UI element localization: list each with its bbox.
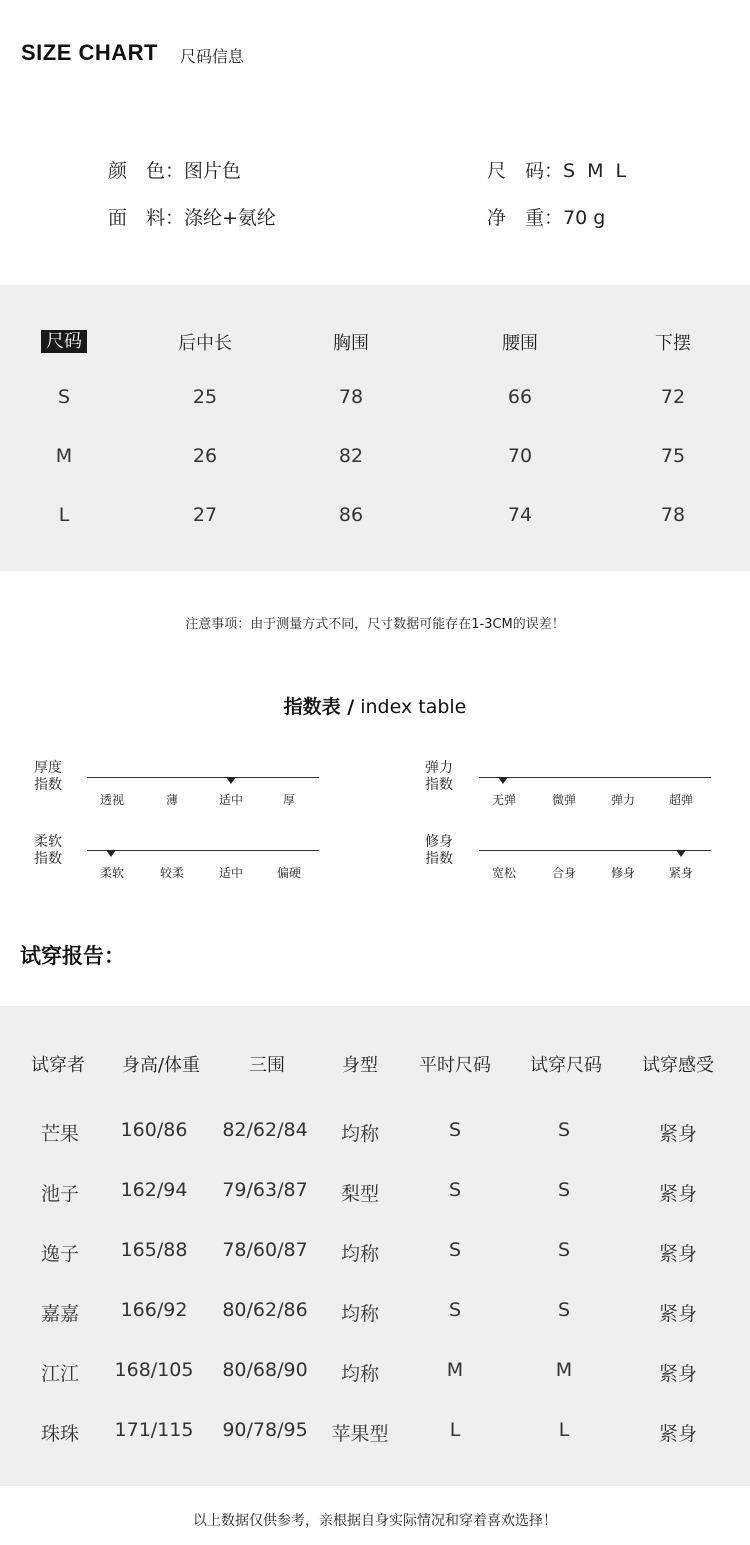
scale-option: 微弹 xyxy=(551,793,577,807)
material-value: 涤纶+氨纶 xyxy=(184,207,276,229)
trial-header: 身高/体重 xyxy=(121,1055,201,1076)
size-header-waist: 腰围 xyxy=(502,333,538,354)
trial-cell: L xyxy=(449,1419,461,1441)
scale-option: 弹力 xyxy=(610,793,636,807)
trial-cell: 珠珠 xyxy=(40,1423,80,1445)
scale-option: 适中 xyxy=(218,793,244,807)
trial-cell: 池子 xyxy=(40,1183,80,1205)
size-cell: 82 xyxy=(338,445,364,467)
size-cell: 78 xyxy=(660,504,686,526)
selected-marker-icon xyxy=(498,777,508,784)
weight-info xyxy=(487,203,605,230)
scale-option: 无弹 xyxy=(491,793,517,807)
elasticity-label: 弹力 指数 xyxy=(425,760,453,793)
measurement-note: 注意事项：由于测量方式不同，尺寸数据可能存在1-3CM的误差！ xyxy=(185,617,565,632)
trial-cell: S xyxy=(557,1239,571,1261)
trial-header: 三围 xyxy=(249,1055,285,1076)
trial-cell: 紧身 xyxy=(658,1243,698,1265)
trial-cell: 78/60/87 xyxy=(222,1239,308,1261)
trial-header: 试穿尺码 xyxy=(530,1055,602,1076)
trial-cell: M xyxy=(555,1359,573,1381)
scale-option: 紧身 xyxy=(668,866,694,880)
color-label: 颜 色： xyxy=(108,160,185,182)
trial-cell: 紧身 xyxy=(658,1423,698,1445)
softness-label: 柔软 指数 xyxy=(34,834,62,867)
trial-cell: 均称 xyxy=(340,1363,380,1385)
scale-line xyxy=(87,777,319,778)
size-header-back-length: 后中长 xyxy=(178,333,232,354)
trial-cell: 梨型 xyxy=(340,1183,380,1205)
size-header-bust: 胸围 xyxy=(333,333,369,354)
size-cell: 74 xyxy=(507,504,533,526)
size-cell: 70 xyxy=(507,445,533,467)
trial-cell: 芒果 xyxy=(40,1123,80,1145)
trial-cell: 逸子 xyxy=(40,1243,80,1265)
weight-label: 净 重： xyxy=(487,207,564,229)
weight-value: 70 g xyxy=(563,207,606,229)
material-label: 面 料： xyxy=(108,207,185,229)
size-info xyxy=(487,156,629,183)
trial-cell: 160/86 xyxy=(120,1119,188,1141)
size-cell: 26 xyxy=(192,445,218,467)
color-value: 图片色 xyxy=(184,160,242,182)
trial-cell: S xyxy=(557,1179,571,1201)
material-info xyxy=(108,203,276,230)
trial-cell: 168/105 xyxy=(114,1359,194,1381)
trial-cell: 紧身 xyxy=(658,1363,698,1385)
size-cell: 78 xyxy=(338,386,364,408)
trial-cell: S xyxy=(557,1119,571,1141)
scale-option: 透视 xyxy=(99,793,125,807)
trial-cell: S xyxy=(448,1179,462,1201)
trial-header: 身型 xyxy=(342,1055,378,1076)
trial-cell: 嘉嘉 xyxy=(40,1303,80,1325)
scale-option: 柔软 xyxy=(99,866,125,880)
size-header-size: 尺码 xyxy=(41,327,87,353)
trial-cell: 均称 xyxy=(340,1243,380,1265)
trial-cell: 80/62/86 xyxy=(222,1299,308,1321)
trial-cell: 江江 xyxy=(40,1363,80,1385)
trial-cell: 紧身 xyxy=(658,1183,698,1205)
scale-option: 厚 xyxy=(282,793,296,807)
page-title-cn: 尺码信息 xyxy=(180,47,245,66)
size-table-panel xyxy=(0,285,750,571)
trial-cell: 171/115 xyxy=(114,1419,194,1441)
size-cell: 86 xyxy=(338,504,364,526)
scale-option: 偏硬 xyxy=(276,866,302,880)
trial-cell: 均称 xyxy=(340,1123,380,1145)
trial-header: 试穿感受 xyxy=(642,1055,714,1076)
scale-line xyxy=(479,777,711,778)
trial-cell: 162/94 xyxy=(120,1179,188,1201)
size-value: S M L xyxy=(563,160,630,182)
footer-disclaimer: 以上数据仅供参考，亲根据自身实际情况和穿着喜欢选择！ xyxy=(193,1513,557,1529)
scale-line xyxy=(87,850,319,851)
trial-cell: 紧身 xyxy=(658,1303,698,1325)
trial-cell: L xyxy=(558,1419,570,1441)
size-cell: 66 xyxy=(507,386,533,408)
trial-cell: 82/62/84 xyxy=(222,1119,308,1141)
trial-cell: S xyxy=(557,1299,571,1321)
color-info xyxy=(108,156,241,183)
size-cell: S xyxy=(57,386,71,408)
fit-label: 修身 指数 xyxy=(425,834,453,867)
index-title-en: index table xyxy=(354,696,467,718)
size-cell: 27 xyxy=(192,504,218,526)
trial-cell: S xyxy=(448,1239,462,1261)
size-cell: M xyxy=(55,445,73,467)
scale-option: 超弹 xyxy=(668,793,694,807)
trial-cell: S xyxy=(448,1119,462,1141)
trial-header: 试穿者 xyxy=(31,1055,85,1076)
trial-cell: 苹果型 xyxy=(331,1423,389,1445)
scale-option: 适中 xyxy=(218,866,244,880)
index-table-title xyxy=(0,692,750,719)
size-label: 尺 码： xyxy=(487,160,564,182)
size-cell: 75 xyxy=(660,445,686,467)
trial-cell: 165/88 xyxy=(120,1239,188,1261)
trial-cell: 90/78/95 xyxy=(222,1419,308,1441)
scale-option: 合身 xyxy=(551,866,577,880)
size-cell: L xyxy=(58,504,70,526)
trial-cell: 均称 xyxy=(340,1303,380,1325)
selected-marker-icon xyxy=(676,850,686,857)
selected-marker-icon xyxy=(226,777,236,784)
scale-option: 修身 xyxy=(610,866,636,880)
index-title-cn: 指数表 / xyxy=(283,696,355,718)
trial-cell: S xyxy=(448,1299,462,1321)
scale-option: 较柔 xyxy=(159,866,185,880)
size-cell: 25 xyxy=(192,386,218,408)
size-cell: 72 xyxy=(660,386,686,408)
size-header-hem: 下摆 xyxy=(655,333,691,354)
trial-cell: 80/68/90 xyxy=(222,1359,308,1381)
trial-report-title: 试穿报告： xyxy=(20,944,125,968)
trial-cell: 79/63/87 xyxy=(222,1179,308,1201)
scale-option: 薄 xyxy=(165,793,179,807)
trial-cell: 紧身 xyxy=(658,1123,698,1145)
thickness-label: 厚度 指数 xyxy=(34,760,62,793)
scale-option: 宽松 xyxy=(491,866,517,880)
selected-marker-icon xyxy=(106,850,116,857)
page-title-en: SIZE CHART xyxy=(21,40,158,65)
trial-header: 平时尺码 xyxy=(419,1055,491,1076)
trial-cell: 166/92 xyxy=(120,1299,188,1321)
trial-cell: M xyxy=(446,1359,464,1381)
